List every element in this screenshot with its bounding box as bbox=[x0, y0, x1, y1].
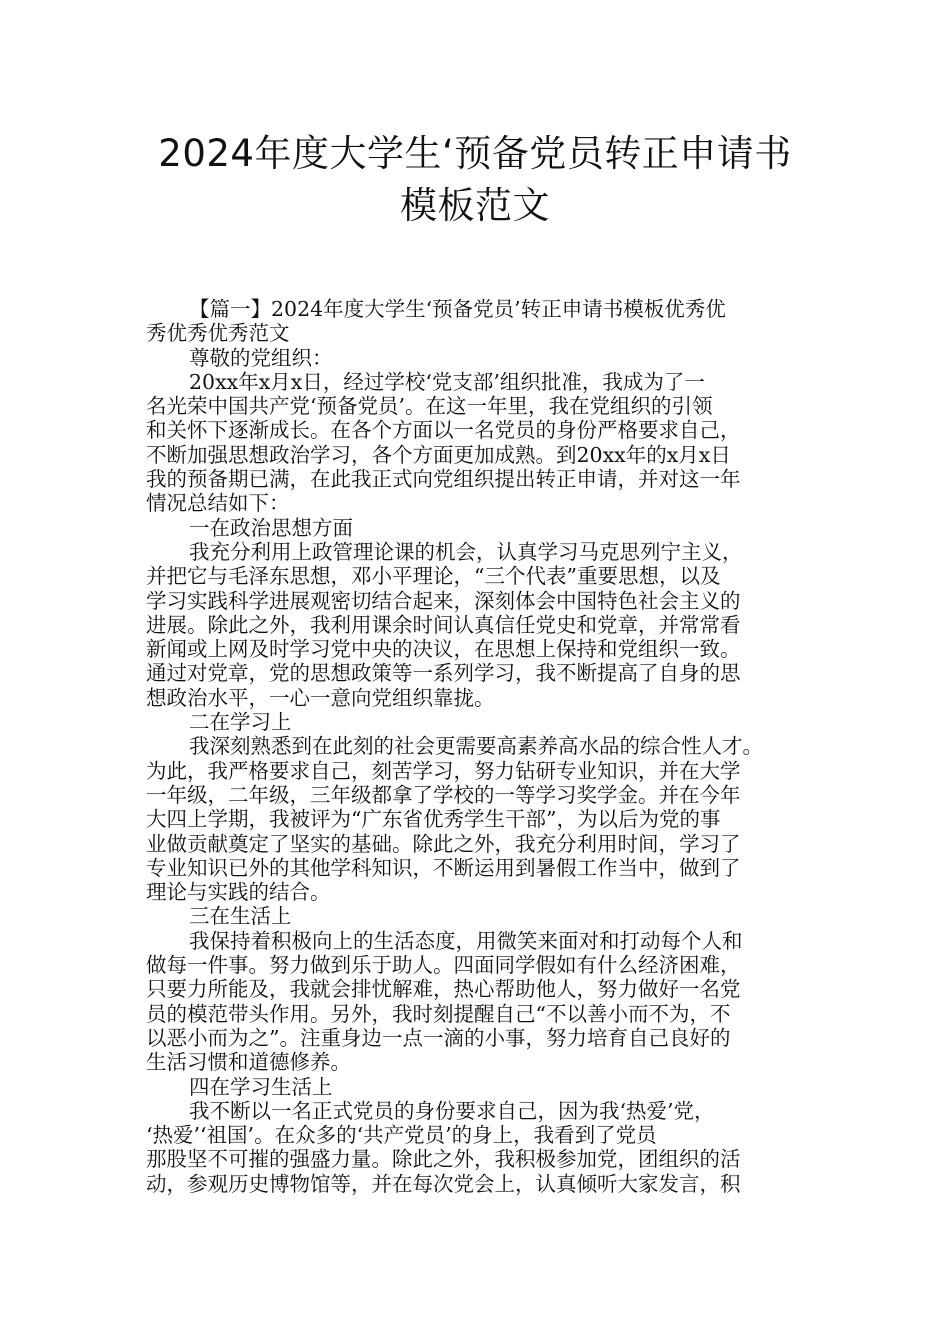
text-line: 进展。除此之外，我利用课余时间认真信任党史和党章，并常常看 bbox=[146, 612, 741, 637]
text-line: 学习实践科学进展观密切结合起来，深刻体会中国特色社会主义的 bbox=[146, 588, 741, 613]
text-line: 做每一件事。努力做到乐于助人。四面同学假如有什么经济困难， bbox=[146, 953, 741, 978]
text-line: 我不断以一名正式党员的身份要求自己，因为我‘热爱’党， bbox=[189, 1098, 715, 1123]
text-line: 三在生活上 bbox=[189, 904, 292, 929]
text-line: 不断加强思想政治学习，各个方面更加成熟。到20xx年的x月x日 bbox=[146, 442, 731, 467]
text-line: 新闻或上网及时学习党中央的决议，在思想上保持和党组织一致。 bbox=[146, 637, 741, 662]
text-line: 生活习惯和道德修养。 bbox=[146, 1050, 351, 1075]
text-line: 只要力所能及，我就会排忧解难，热心帮助他人，努力做好一名党 bbox=[146, 977, 741, 1002]
text-line: 我保持着积极向上的生活态度，用微笑来面对和打动每个人和 bbox=[189, 928, 743, 953]
text-line: 以恶小而为之”。注重身边一点一滴的小事，努力培育自己良好的 bbox=[146, 1025, 731, 1050]
text-line: 尊敬的党组织： bbox=[189, 345, 333, 370]
text-line: ‘热爱’‘祖国’。在众多的‘共产党员’的身上，我看到了党员 bbox=[146, 1123, 657, 1148]
text-line: 业做贡献奠定了坚实的基础。除此之外，我充分利用时间，学习了 bbox=[146, 831, 741, 856]
text-line: 二在学习上 bbox=[189, 710, 292, 735]
text-line: 那股坚不可摧的强盛力量。除此之外，我积极参加党，团组织的活 bbox=[146, 1147, 741, 1172]
text-line: 为此，我严格要求自己，刻苦学习，努力钻研专业知识，并在大学 bbox=[146, 758, 741, 783]
title-line-1: 2024年度大学生‘预备党员转正申请书 bbox=[158, 132, 792, 175]
text-line: 大四上学期，我被评为“广东省优秀学生干部”，为以后为党的事 bbox=[146, 807, 721, 832]
text-line: 通过对党章，党的思想政策等一系列学习，我不断提高了自身的思 bbox=[146, 661, 741, 686]
text-line: 和关怀下逐渐成长。在各个方面以一名党员的身份严格要求自己， bbox=[146, 418, 741, 443]
text-line: 名光荣中国共产党‘预备党员’。在这一年里，我在党组织的引领 bbox=[146, 394, 713, 419]
text-line: 秀优秀优秀范文 bbox=[146, 321, 290, 346]
text-line: 四在学习生活上 bbox=[189, 1074, 333, 1099]
text-line: 情况总结如下： bbox=[146, 491, 290, 516]
text-line: 20xx年x月x日，经过学校‘党支部’组织批准，我成为了一 bbox=[189, 369, 705, 394]
document-body bbox=[146, 297, 810, 1196]
text-line: 一在政治思想方面 bbox=[189, 515, 353, 540]
text-line: 一年级，二年级，三年级都拿了学校的一等学习奖学金。并在今年 bbox=[146, 782, 741, 807]
text-line: 并把它与毛泽东思想，邓小平理论，“三个代表”重要思想，以及 bbox=[146, 564, 721, 589]
document-title bbox=[120, 128, 830, 232]
text-line: 想政治水平，一心一意向党组织靠拢。 bbox=[146, 685, 495, 710]
text-line: 我深刻熟悉到在此刻的社会更需要高素养高水品的综合性人才。 bbox=[189, 734, 763, 759]
title-line-2: 模板范文 bbox=[400, 184, 550, 227]
text-line: 【篇一】2024年度大学生‘预备党员’转正申请书模板优秀优 bbox=[189, 297, 726, 321]
text-line: 我充分利用上政管理论课的机会，认真学习马克思列宁主义， bbox=[189, 539, 743, 564]
text-line: 动，参观历史博物馆等，并在每次党会上，认真倾听大家发言，积 bbox=[146, 1171, 741, 1196]
text-line: 我的预备期已满，在此我正式向党组织提出转正申请，并对这一年 bbox=[146, 467, 741, 492]
text-line: 专业知识已外的其他学科知识，不断运用到暑假工作当中，做到了 bbox=[146, 855, 741, 880]
text-line: 理论与实践的结合。 bbox=[146, 880, 331, 905]
text-line: 员的模范带头作用。另外，我时刻提醒自己“不以善小而不为，不 bbox=[146, 1001, 731, 1026]
